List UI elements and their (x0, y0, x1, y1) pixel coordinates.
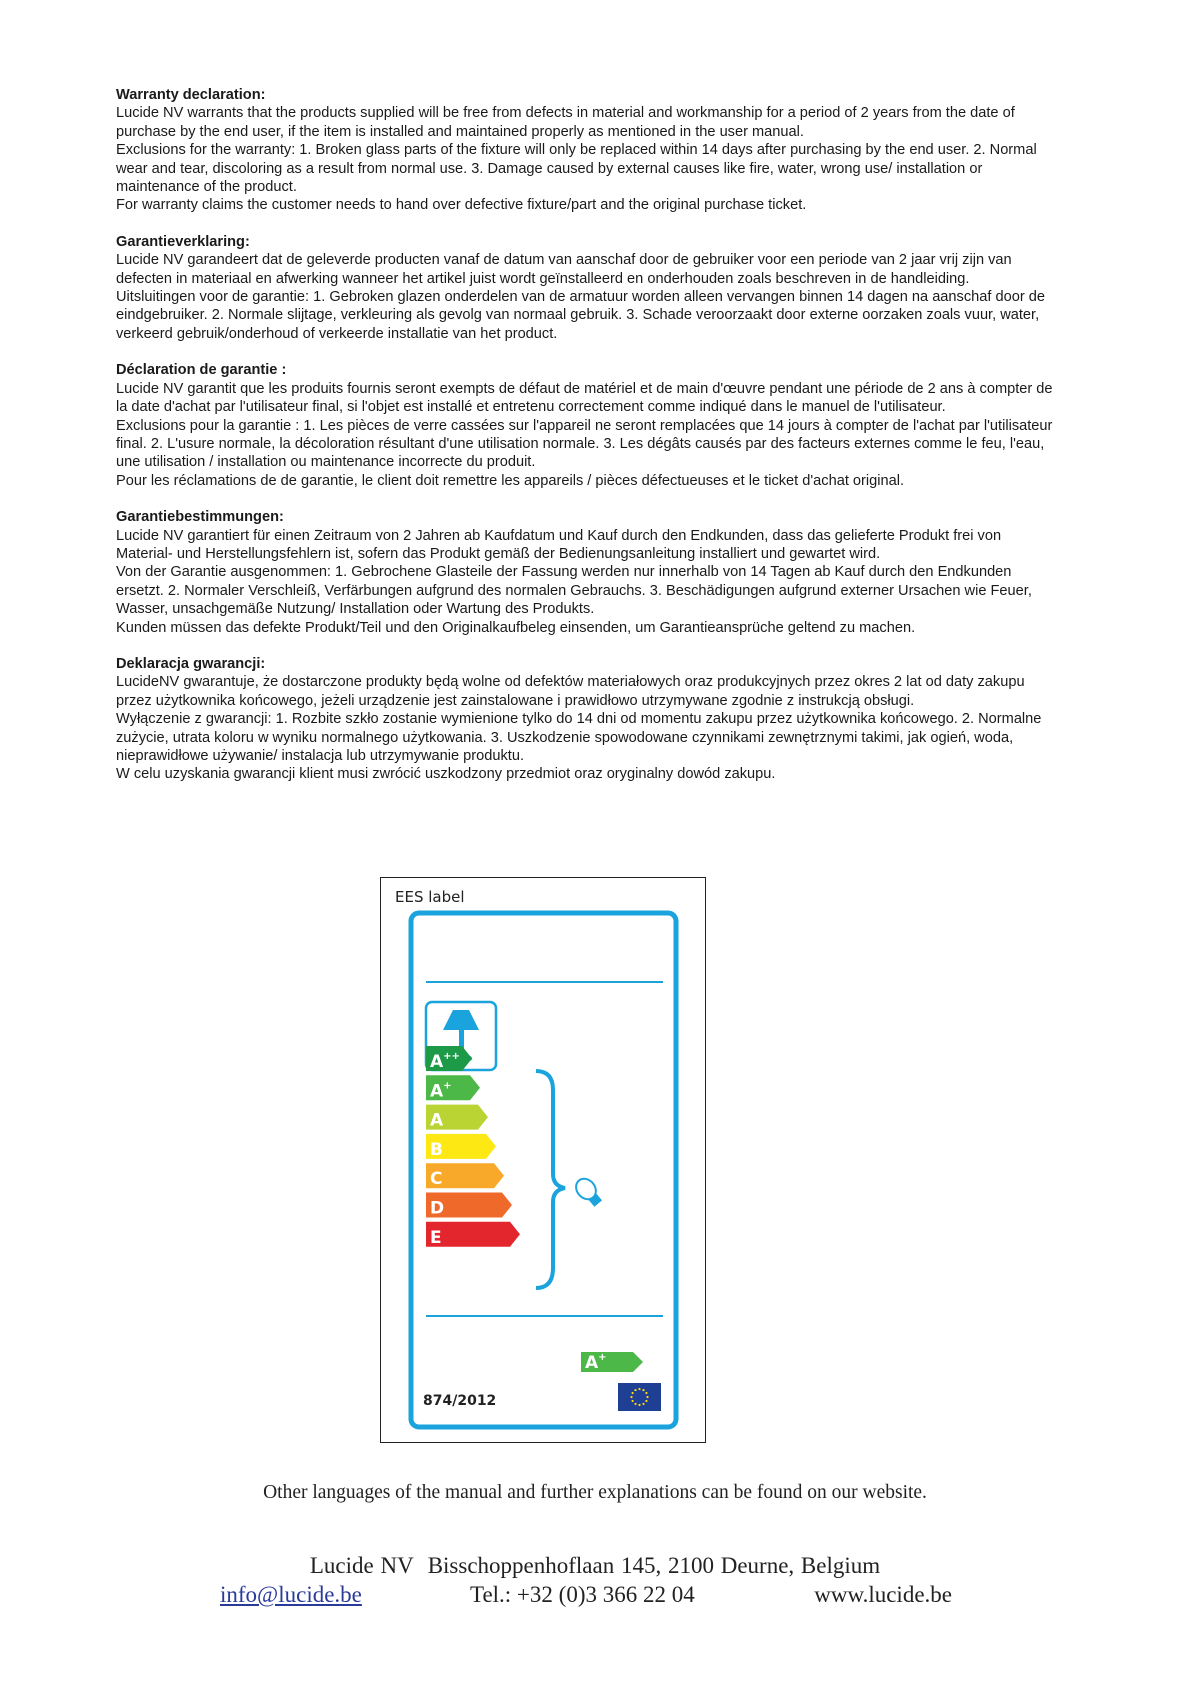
eu-star (646, 1396, 648, 1398)
light-bulb-icon (572, 1175, 605, 1210)
energy-class-arrow (426, 1193, 512, 1219)
footer-note: Other languages of the manual and further explanations can be found on our website. (263, 1482, 927, 1503)
eu-star (645, 1392, 647, 1394)
ees-label-frame (380, 877, 706, 1443)
energy-class-arrow (426, 1134, 496, 1160)
warranty-section-nl (116, 233, 1056, 343)
section-paragraph: Kunden müssen das defekte Produkt/Teil und den Originalkaufbeleg einsenden, um Garantieansprüche geltend zu machen. (116, 619, 916, 636)
section-paragraph: Lucide NV garandeert dat de geleverde producten vanaf de datum van aanschaf door de gebruiker voor een periode van 2 jaar vrij zijn van defecten in materiaal en afwerking wanneer het artikel juist wordt geïnstalleerd en onderhouden zoals beschreven in de handleiding. (116, 252, 1012, 287)
eu-star (645, 1400, 647, 1402)
section-heading: Garantiebestimmungen: (116, 509, 284, 526)
regulation-number: 874/2012 (423, 1393, 497, 1409)
section-paragraph: Exclusions pour la garantie : 1. Les pièces de verre cassées sur l'appareil ne seront remplacées que 14 jours à compter de l'achat par l'utilisateur final. 2. L'usure normale, la décoloration résultant d'une utilisation normale. 3. Les dégâts causés par des facteurs externes comme le feu, l'eau, une utilisation / installation ou maintenance incorrecte du produit. (116, 417, 1053, 471)
eu-star (631, 1400, 633, 1402)
eu-star (634, 1389, 636, 1391)
class-letter: A++ (430, 1051, 460, 1072)
eu-star (638, 1388, 640, 1390)
section-heading: Déclaration de garantie : (116, 362, 287, 379)
section-heading: Garantieverklaring: (116, 233, 250, 250)
section-heading: Warranty declaration: (116, 87, 266, 103)
section-paragraph: Lucide NV warrants that the products supplied will be free from defects in material and workmanship for a period of 2 years from the date of purchase by the end user, if the item is installed and maintained properly as mentioned in the user manual. (116, 105, 1015, 140)
energy-class-arrow (426, 1105, 488, 1131)
warranty-sections (116, 86, 1056, 802)
eu-star (630, 1396, 632, 1398)
energy-class-arrow (426, 1046, 472, 1072)
eu-star (642, 1403, 644, 1405)
email-link[interactable]: info@lucide.be (220, 1582, 362, 1607)
class-letter: B (430, 1139, 443, 1160)
section-paragraph: Exclusions for the warranty: 1. Broken glass parts of the fixture will only be replaced within 14 days after purchasing by the end user. 2. Normal wear and tear, discoloring as a result from normal use. 3. Damage caused by external causes like fire, water, wrong use/ installation or maintenance of the product. (116, 142, 1037, 196)
street-address: Bisschoppenhoflaan 145, 2100 Deurne, Belgium (427, 1553, 881, 1578)
eu-flag-icon (618, 1383, 661, 1411)
product-class-arrow (581, 1352, 643, 1373)
company-address (0, 1553, 1190, 1579)
energy-class-arrow (426, 1163, 504, 1189)
company-name: Lucide NV (309, 1553, 414, 1578)
energy-class-arrow (426, 1222, 520, 1248)
class-letter: A (430, 1110, 444, 1131)
eu-star (634, 1403, 636, 1405)
section-paragraph: Uitsluitingen voor de garantie: 1. Gebroken glazen onderdelen van de armatuur worden alleen vervangen binnen 14 dagen na aanschaf door de eindgebruiker. 2. Normale slijtage, verkleuring als gevolg van normaal gebruik. 3. Schade veroorzaakt door externe oorzaken zoals vuur, water, verkeerd gebruik/onderhoud of verkeerde installatie van het product. (116, 289, 1045, 342)
warranty-section-pl (116, 655, 1056, 784)
section-paragraph: Von der Garantie ausgenommen: 1. Gebrochene Glasteile der Fassung werden nur innerhalb von 14 Tagen ab Kauf durch den Endkunden ersetzt. 2. Normaler Verschleiß, Verfärbungen aufgrund des normalen Gebrauchs. 3. Beschädigungen aufgrund externer Ursachen wie Feuer, Wasser, unsachgemäße Nutzung/ Installation oder Wartung des Produkts. (116, 564, 1032, 618)
warranty-section-en (116, 86, 1056, 215)
ees-label-title: EES label (395, 888, 465, 906)
warranty-section-fr (116, 361, 1056, 490)
class-letter: A+ (585, 1352, 607, 1373)
energy-label (381, 878, 707, 1444)
section-paragraph: Pour les réclamations de de garantie, le client doit remettre les appareils / pièces défectueuses et le ticket d'achat original. (116, 472, 905, 489)
eu-star (642, 1389, 644, 1391)
section-paragraph: LucideNV gwarantuje, że dostarczone produkty będą wolne od defektów materiałowych oraz produkcyjnych przez okres 2 lat od daty zakupu przez użytkownika końcowego, jeżeli urządzenie jest zainstalowane i prawidłowo utrzymywane zgodnie z instrukcją obsługi. (116, 674, 1025, 709)
eu-star (638, 1404, 640, 1406)
bracket-icon (536, 1071, 565, 1288)
class-letter: C (430, 1169, 443, 1190)
section-paragraph: For warranty claims the customer needs to hand over defective fixture/part and the original purchase ticket. (116, 197, 807, 214)
section-paragraph: Lucide NV garantit que les produits fournis seront exempts de défaut de matériel et de main d'œuvre pendant une période de 2 ans à compter de la date d'achat par l'utilisateur final, si l'objet est installé et entretenu correctement comme indiqué dans le manuel de l'utilisateur. (116, 380, 1053, 416)
product-energy-class (581, 1352, 643, 1373)
class-letter: E (430, 1227, 442, 1248)
phone-number: Tel.: +32 (0)3 366 22 04 (470, 1582, 695, 1607)
class-letter: A+ (430, 1080, 452, 1102)
eu-star (631, 1392, 633, 1394)
warranty-section-de (116, 508, 1056, 637)
section-heading: Deklaracja gwarancji: (116, 655, 266, 672)
energy-class-scale (426, 1046, 520, 1248)
section-paragraph: Lucide NV garantiert für einen Zeitraum von 2 Jahren ab Kaufdatum und Kauf durch den Endkunden, dass das gelieferte Produkt frei von Material- und Herstellungsfehlern ist, sofern das Produkt gemäß der Bedienungsanleitung installiert und gewartet wird. (116, 527, 1002, 562)
energy-class-arrow (426, 1075, 480, 1101)
website-link[interactable]: www.lucide.be (814, 1582, 952, 1607)
class-letter: D (430, 1198, 445, 1219)
section-paragraph: Wyłączenie z gwarancji: 1. Rozbite szkło zostanie wymienione tylko do 14 dni od momentu zakupu przez użytkownika końcowego. 2. Normalne zużycie, utrata koloru w wyniku normalnego użytkowania. 3. Uszkodzenie spowodowane czynnikami zewnętrznymi takimi, jak ogień, woda, nieprawidłowe używanie/ instalacja lub utrzymywanie produktu. (116, 711, 1042, 764)
section-paragraph: W celu uzyskania gwarancji klient musi zwrócić uszkodzony przedmiot oraz oryginalny dowód zakupu. (116, 766, 776, 783)
